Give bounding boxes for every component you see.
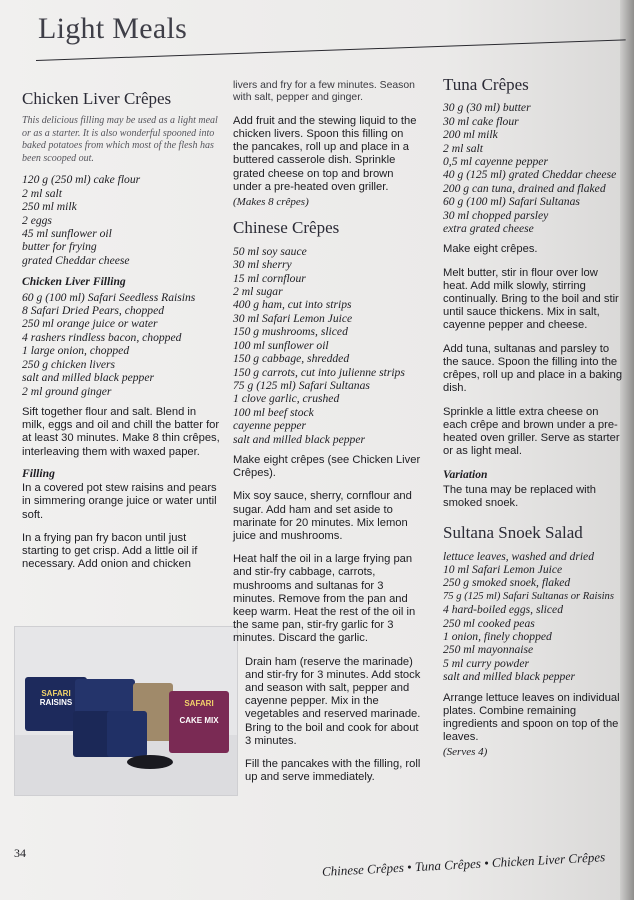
tuna-method-3: Add tuna, sultanas and parsley to the sauce. Spoon the filling into the crêpes, roll up and place in a baking dish. bbox=[443, 342, 623, 395]
page-number: 34 bbox=[14, 846, 26, 860]
ingredient: 150 g mushrooms, sliced bbox=[233, 325, 348, 339]
ingredient: 30 ml cake flour bbox=[443, 114, 519, 128]
chinese-method-3: Heat half the oil in a large frying pan and stir-fry cabbage, carrots, mushrooms and sultanas for 3 minutes. Remove from the pan and keep warm. Heat the rest of the oil in the same pan, stir-fry garlic for 3 minutes. Discard the garlic. bbox=[233, 553, 416, 645]
ingredient: 200 ml milk bbox=[443, 128, 498, 142]
chicken-yield: (Makes 8 crêpes) bbox=[233, 196, 309, 209]
ingredient: 75 g (125 ml) Safari Sultanas or Raisins bbox=[443, 590, 614, 602]
ingredient: 50 ml soy sauce bbox=[233, 244, 307, 258]
ingredient: 250 g smoked snoek, flaked bbox=[443, 576, 571, 590]
tuna-method-4: Sprinkle a little extra cheese on each crêpe and brown under a pre-heated oven griller. Serve as starter or as light meal. bbox=[443, 405, 620, 458]
ingredient: 45 ml sunflower oil bbox=[22, 227, 112, 241]
packet-brand: SAFARI bbox=[41, 689, 71, 698]
ingredient: 250 ml mayonnaise bbox=[443, 643, 534, 657]
ingredient: 250 g chicken livers bbox=[22, 357, 116, 371]
ingredient: 2 ml salt bbox=[443, 141, 483, 155]
ingredient: 4 rashers rindless bacon, chopped bbox=[22, 330, 182, 344]
snoek-method: Arrange lettuce leaves on individual plates. Combine remaining ingredients and spoon on top of the leaves. bbox=[443, 691, 620, 744]
packet-label: RAISINS bbox=[39, 698, 73, 707]
ingredient: salt and milled black pepper bbox=[22, 371, 155, 385]
chinese-method-4: Drain ham (reserve the marinade) and stir-fry for 3 minutes. Add stock and season with salt, pepper and cayenne pepper. Mix in the vegetables and reserved marinade. Bring to the boil and cook for about 3 minutes. bbox=[245, 655, 421, 747]
ingredient: 0,5 ml cayenne pepper bbox=[443, 155, 548, 169]
ingredient: butter for frying bbox=[22, 240, 97, 254]
chinese-crepes-ingredients bbox=[233, 245, 421, 446]
ingredient: 120 g (250 ml) cake flour bbox=[22, 173, 141, 187]
ingredient: cayenne pepper bbox=[233, 419, 307, 433]
chinese-crepes-title: Chinese Crêpes bbox=[233, 218, 340, 238]
ingredient: 150 g carrots, cut into julienne strips bbox=[233, 365, 405, 379]
ingredient: 250 ml orange juice or water bbox=[22, 317, 158, 331]
ingredient: 10 ml Safari Lemon Juice bbox=[443, 562, 563, 576]
ingredient: 1 large onion, chopped bbox=[22, 344, 130, 358]
chicken-liver-filling-ingredients bbox=[22, 291, 220, 398]
column-middle bbox=[233, 80, 421, 794]
ingredient: 15 ml cornflour bbox=[233, 271, 306, 285]
chicken-method-1: Sift together flour and salt. Blend in milk, eggs and oil and chill the batter for at least 30 minutes. Make 8 thin crêpes, interleaving them with waxed paper. bbox=[22, 405, 220, 458]
chinese-method-5: Fill the pancakes with the filling, roll up and serve immediately. bbox=[245, 758, 421, 784]
ingredient: 250 ml cooked peas bbox=[443, 616, 535, 630]
ingredient: 200 g can tuna, drained and flaked bbox=[443, 181, 606, 195]
snoek-yield: (Serves 4) bbox=[443, 746, 488, 759]
tuna-method-1: Make eight crêpes. bbox=[443, 243, 538, 256]
ingredient: 1 onion, finely chopped bbox=[443, 629, 552, 643]
box-brand: SAFARI bbox=[184, 699, 214, 708]
cake-mix-box bbox=[169, 691, 229, 753]
chinese-method-1: Make eight crêpes (see Chicken Liver Crêpes). bbox=[233, 453, 421, 480]
ingredient: 30 ml Safari Lemon Juice bbox=[233, 311, 353, 325]
sultana-snoek-title: Sultana Snoek Salad bbox=[443, 523, 583, 543]
ingredient: grated Cheddar cheese bbox=[22, 253, 130, 267]
chicken-method-3: In a frying pan fry bacon until just starting to get crisp. Add a little oil if necessary. Add onion and chicken bbox=[22, 531, 198, 571]
ingredient: 100 ml beef stock bbox=[233, 405, 314, 419]
chicken-liver-filling-heading: Chicken Liver Filling bbox=[22, 275, 126, 289]
chicken-method-5: Add fruit and the stewing liquid to the chicken livers. Spoon this filling on the pancakes, roll up and place in a buttered casserole dish. Sprinkle grated cheese on top and brown under a pre-heated oven griller. bbox=[233, 114, 417, 193]
ingredient: 150 g cabbage, shredded bbox=[233, 352, 350, 366]
ingredient: 30 ml chopped parsley bbox=[443, 208, 549, 222]
ingredient: 30 ml sherry bbox=[233, 258, 292, 272]
page-title: Light Meals bbox=[38, 12, 188, 45]
chicken-liver-ingredients bbox=[22, 173, 220, 267]
ingredient: 30 g (30 ml) butter bbox=[443, 101, 531, 115]
ingredient: salt and milled black pepper bbox=[233, 432, 366, 446]
filling-method-heading: Filling bbox=[22, 466, 55, 480]
variation-text: The tuna may be replaced with smoked snoek. bbox=[443, 483, 596, 509]
photo-caption: Chinese Crêpes • Tuna Crêpes • Chicken Liver Crêpes bbox=[321, 849, 606, 879]
chicken-liver-intro: This delicious filling may be used as a light meal or as a starter. It is also wonderful spooned into baked potatoes from which most of the flesh has been scooped out. bbox=[22, 115, 218, 164]
column-right bbox=[443, 75, 625, 772]
chicken-method-4: livers and fry for a few minutes. Season with salt, pepper and ginger. bbox=[233, 80, 415, 104]
ingredient: 2 ml ground ginger bbox=[22, 384, 112, 398]
tuna-crepes-title: Tuna Crêpes bbox=[443, 75, 529, 94]
ingredient: 1 clove garlic, crushed bbox=[233, 392, 340, 406]
ingredient: 2 ml salt bbox=[22, 186, 62, 200]
tuna-method-2: Melt butter, stir in flour over low heat. Add milk slowly, stirring continually. Bring to the boil and stir until sauce thickens. Mix in salt, cayenne pepper and cheese. bbox=[443, 266, 619, 332]
ingredient: 2 ml sugar bbox=[233, 285, 283, 299]
ingredient: extra grated cheese bbox=[443, 222, 534, 236]
small-packet-2 bbox=[107, 711, 147, 757]
ingredient: 40 g (125 ml) grated Cheddar cheese bbox=[443, 168, 617, 182]
ingredient: 5 ml curry powder bbox=[443, 656, 529, 670]
sultana-snoek-ingredients bbox=[443, 550, 625, 684]
column-left bbox=[22, 89, 220, 581]
spilled-raisins bbox=[127, 755, 173, 769]
box-label: CAKE MIX bbox=[179, 716, 219, 725]
ingredient: salt and milled black pepper bbox=[443, 670, 576, 684]
ingredient: 100 ml sunflower oil bbox=[233, 338, 329, 352]
ingredient: lettuce leaves, washed and dried bbox=[443, 549, 595, 563]
ingredient: 2 eggs bbox=[22, 213, 52, 227]
chinese-method-2: Mix soy sauce, sherry, cornflour and sugar. Add ham and set aside to marinate for 20 minutes. Mix lemon juice and mushrooms. bbox=[233, 490, 412, 542]
chicken-liver-title: Chicken Liver Crêpes bbox=[22, 89, 172, 108]
ingredient: 75 g (125 ml) Safari Sultanas bbox=[233, 378, 370, 392]
tuna-crepes-ingredients bbox=[443, 101, 625, 235]
ingredient: 60 g (100 ml) Safari Seedless Raisins bbox=[22, 290, 196, 304]
ingredient: 4 hard-boiled eggs, sliced bbox=[443, 603, 563, 617]
variation-heading: Variation bbox=[443, 468, 488, 482]
ingredient: 8 Safari Dried Pears, chopped bbox=[22, 304, 165, 318]
ingredient: 400 g ham, cut into strips bbox=[233, 298, 352, 312]
product-photo bbox=[14, 626, 238, 796]
chicken-method-2: In a covered pot stew raisins and pears in simmering orange juice or water until soft. bbox=[22, 482, 217, 521]
ingredient: 250 ml milk bbox=[22, 200, 77, 214]
ingredient: 60 g (100 ml) Safari Sultanas bbox=[443, 195, 580, 209]
